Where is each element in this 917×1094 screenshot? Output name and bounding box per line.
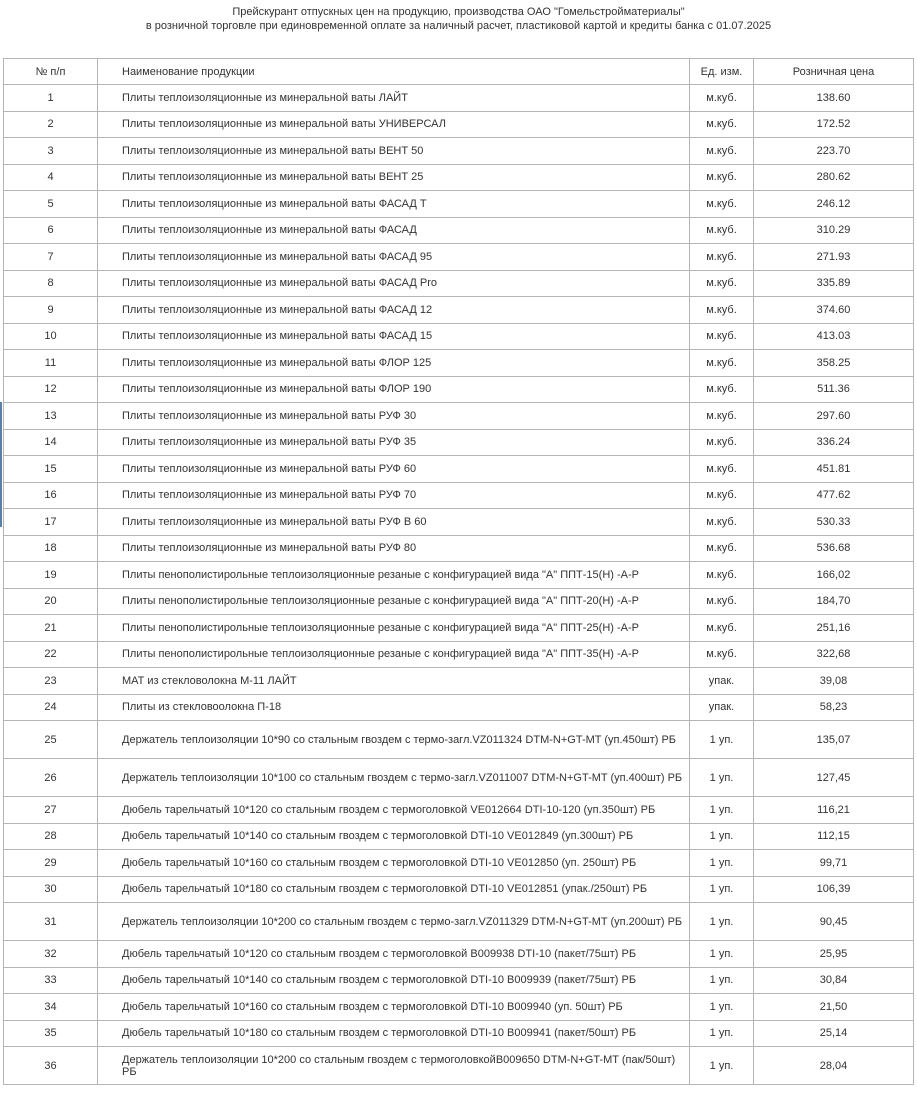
product-name-cell: Держатель теплоизоляции 10*90 со стальным гвоздем с термо-загл.VZ011324 DTM-N+GT-MT (уп.450шт) РБ	[98, 721, 690, 759]
retail-price-cell: 280.62	[754, 164, 914, 191]
retail-price-cell: 90,45	[754, 903, 914, 941]
retail-price-cell: 25,95	[754, 941, 914, 968]
retail-price-cell: 135,07	[754, 721, 914, 759]
retail-price-cell: 271.93	[754, 244, 914, 271]
product-name-cell: Плиты пенополистирольные теплоизоляционные резаные с конфигурацией вида "А" ППТ-25(Н) -А-Р	[98, 615, 690, 642]
unit-cell: 1 уп.	[690, 823, 754, 850]
table-row	[4, 823, 914, 850]
column-header-price: Розничная цена	[754, 59, 914, 85]
retail-price-cell: 116,21	[754, 797, 914, 824]
table-row	[4, 482, 914, 509]
product-name-cell: Плиты теплоизоляционные из минеральной ваты ФАСАД 95	[98, 244, 690, 271]
table-row	[4, 797, 914, 824]
product-name-cell: Плиты теплоизоляционные из минеральной ваты РУФ 80	[98, 535, 690, 562]
retail-price-cell: 336.24	[754, 429, 914, 456]
product-name-cell: Плиты теплоизоляционные из минеральной ваты РУФ 70	[98, 482, 690, 509]
row-number-cell: 27	[4, 797, 98, 824]
unit-cell: м.куб.	[690, 191, 754, 218]
product-name-cell: Плиты теплоизоляционные из минеральной ваты ФЛОР 125	[98, 350, 690, 377]
table-row	[4, 588, 914, 615]
retail-price-cell: 112,15	[754, 823, 914, 850]
table-row	[4, 164, 914, 191]
row-number-cell: 7	[4, 244, 98, 271]
table-row	[4, 876, 914, 903]
retail-price-cell: 58,23	[754, 694, 914, 721]
retail-price-cell: 39,08	[754, 668, 914, 695]
table-row	[4, 111, 914, 138]
retail-price-cell: 25,14	[754, 1020, 914, 1047]
row-number-cell: 13	[4, 403, 98, 430]
unit-cell: м.куб.	[690, 588, 754, 615]
unit-cell: м.куб.	[690, 244, 754, 271]
unit-cell: м.куб.	[690, 138, 754, 165]
retail-price-cell: 138.60	[754, 85, 914, 112]
row-number-cell: 25	[4, 721, 98, 759]
row-number-cell: 8	[4, 270, 98, 297]
unit-cell: м.куб.	[690, 429, 754, 456]
table-row	[4, 903, 914, 941]
table-header-row	[4, 59, 914, 85]
table-row	[4, 456, 914, 483]
table-row	[4, 615, 914, 642]
unit-cell: 1 уп.	[690, 876, 754, 903]
column-header-unit: Ед. изм.	[690, 59, 754, 85]
row-number-cell: 19	[4, 562, 98, 589]
row-number-cell: 15	[4, 456, 98, 483]
table-row	[4, 967, 914, 994]
row-number-cell: 23	[4, 668, 98, 695]
product-name-cell: Плиты теплоизоляционные из минеральной ваты ВЕНТ 50	[98, 138, 690, 165]
retail-price-cell: 166,02	[754, 562, 914, 589]
product-name-cell: Плиты теплоизоляционные из минеральной ваты ФАСАД Pro	[98, 270, 690, 297]
product-name-cell: Плиты теплоизоляционные из минеральной ваты ФАСАД 12	[98, 297, 690, 324]
product-name-cell: Плиты теплоизоляционные из минеральной ваты ФАСАД	[98, 217, 690, 244]
unit-cell: м.куб.	[690, 297, 754, 324]
table-row	[4, 694, 914, 721]
row-number-cell: 5	[4, 191, 98, 218]
document-heading	[0, 5, 917, 33]
retail-price-cell: 30,84	[754, 967, 914, 994]
unit-cell: м.куб.	[690, 456, 754, 483]
product-name-cell: Плиты теплоизоляционные из минеральной ваты ВЕНТ 25	[98, 164, 690, 191]
product-name-cell: Плиты теплоизоляционные из минеральной ваты ФАСАД 15	[98, 323, 690, 350]
unit-cell: м.куб.	[690, 562, 754, 589]
row-number-cell: 10	[4, 323, 98, 350]
product-name-cell: Плиты теплоизоляционные из минеральной ваты РУФ 30	[98, 403, 690, 430]
product-name-cell: Дюбель тарельчатый 10*140 со стальным гвоздем с термоголовкой DTI-10 В009939 (пакет/75шт) РБ	[98, 967, 690, 994]
table-row	[4, 403, 914, 430]
retail-price-cell: 106,39	[754, 876, 914, 903]
retail-price-cell: 322,68	[754, 641, 914, 668]
unit-cell: 1 уп.	[690, 759, 754, 797]
unit-cell: 1 уп.	[690, 967, 754, 994]
unit-cell: м.куб.	[690, 111, 754, 138]
product-name-cell: Дюбель тарельчатый 10*140 со стальным гвоздем с термоголовкой DTI-10 VE012849 (уп.300шт) РБ	[98, 823, 690, 850]
table-row	[4, 509, 914, 536]
retail-price-cell: 530.33	[754, 509, 914, 536]
table-row	[4, 562, 914, 589]
row-number-cell: 14	[4, 429, 98, 456]
unit-cell: 1 уп.	[690, 850, 754, 877]
retail-price-cell: 172.52	[754, 111, 914, 138]
unit-cell: м.куб.	[690, 482, 754, 509]
retail-price-cell: 374.60	[754, 297, 914, 324]
product-name-cell: Дюбель тарельчатый 10*120 со стальным гвоздем с термоголовкой VE012664 DTI-10-120 (уп.350шт) РБ	[98, 797, 690, 824]
unit-cell: 1 уп.	[690, 994, 754, 1021]
row-number-cell: 9	[4, 297, 98, 324]
product-name-cell: Плиты пенополистирольные теплоизоляционные резаные с конфигурацией вида "А" ППТ-15(Н) -А-Р	[98, 562, 690, 589]
table-row	[4, 138, 914, 165]
product-name-cell: Держатель теплоизоляции 10*200 со стальным гвоздем с термоголовкойВ009650 DTM-N+GT-MT (пак/50шт) РБ	[98, 1047, 690, 1085]
table-row	[4, 721, 914, 759]
product-name-cell: Дюбель тарельчатый 10*180 со стальным гвоздем с термоголовкой DTI-10 VE012851 (упак./250шт) РБ	[98, 876, 690, 903]
retail-price-cell: 184,70	[754, 588, 914, 615]
row-number-cell: 16	[4, 482, 98, 509]
product-name-cell: Плиты теплоизоляционные из минеральной ваты ФЛОР 190	[98, 376, 690, 403]
row-number-cell: 3	[4, 138, 98, 165]
table-row	[4, 759, 914, 797]
unit-cell: м.куб.	[690, 535, 754, 562]
unit-cell: упак.	[690, 694, 754, 721]
product-name-cell: Держатель теплоизоляции 10*200 со стальным гвоздем с термо-загл.VZ011329 DTM-N+GT-MT (уп.200шт) РБ	[98, 903, 690, 941]
row-number-cell: 24	[4, 694, 98, 721]
retail-price-cell: 536.68	[754, 535, 914, 562]
retail-price-cell: 477.62	[754, 482, 914, 509]
retail-price-cell: 28,04	[754, 1047, 914, 1085]
selection-edge-marker	[0, 402, 2, 527]
retail-price-cell: 21,50	[754, 994, 914, 1021]
row-number-cell: 32	[4, 941, 98, 968]
unit-cell: 1 уп.	[690, 797, 754, 824]
unit-cell: м.куб.	[690, 350, 754, 377]
table-row	[4, 376, 914, 403]
unit-cell: м.куб.	[690, 509, 754, 536]
unit-cell: м.куб.	[690, 641, 754, 668]
product-name-cell: Дюбель тарельчатый 10*180 со стальным гвоздем с термоголовкой DTI-10 В009941 (пакет/50шт) РБ	[98, 1020, 690, 1047]
table-row	[4, 244, 914, 271]
heading-line-2: в розничной торговле при единовременной оплате за наличный расчет, пластиковой картой и кредиты банка с 01.07.2025	[145, 20, 772, 32]
product-name-cell: Дюбель тарельчатый 10*160 со стальным гвоздем с термоголовкой DTI-10 В009940 (уп. 50шт) РБ	[98, 994, 690, 1021]
retail-price-cell: 223.70	[754, 138, 914, 165]
unit-cell: м.куб.	[690, 376, 754, 403]
unit-cell: 1 уп.	[690, 721, 754, 759]
product-name-cell: Дюбель тарельчатый 10*120 со стальным гвоздем с термоголовкой В009938 DTI-10 (пакет/75шт) РБ	[98, 941, 690, 968]
retail-price-cell: 251,16	[754, 615, 914, 642]
product-name-cell: Плиты из стекловоолокна П-18	[98, 694, 690, 721]
unit-cell: 1 уп.	[690, 903, 754, 941]
row-number-cell: 11	[4, 350, 98, 377]
table-row	[4, 350, 914, 377]
unit-cell: 1 уп.	[690, 1047, 754, 1085]
table-row	[4, 641, 914, 668]
column-header-name: Наименование продукции	[98, 59, 690, 85]
heading-line-1: Прейскурант отпускных цен на продукцию, производства ОАО "Гомельстройматериалы"	[232, 6, 685, 18]
retail-price-cell: 335.89	[754, 270, 914, 297]
row-number-cell: 12	[4, 376, 98, 403]
table-row	[4, 217, 914, 244]
row-number-cell: 4	[4, 164, 98, 191]
table-row	[4, 668, 914, 695]
row-number-cell: 20	[4, 588, 98, 615]
row-number-cell: 21	[4, 615, 98, 642]
unit-cell: 1 уп.	[690, 941, 754, 968]
unit-cell: м.куб.	[690, 403, 754, 430]
product-name-cell: Держатель теплоизоляции 10*100 со стальным гвоздем с термо-загл.VZ011007 DTM-N+GT-MT (уп.400шт) РБ	[98, 759, 690, 797]
row-number-cell: 2	[4, 111, 98, 138]
row-number-cell: 35	[4, 1020, 98, 1047]
unit-cell: м.куб.	[690, 615, 754, 642]
product-name-cell: Дюбель тарельчатый 10*160 со стальным гвоздем с термоголовкой DTI-10 VE012850 (уп. 250шт) РБ	[98, 850, 690, 877]
table-row	[4, 850, 914, 877]
retail-price-cell: 451.81	[754, 456, 914, 483]
retail-price-cell: 99,71	[754, 850, 914, 877]
table-row	[4, 1047, 914, 1085]
row-number-cell: 29	[4, 850, 98, 877]
retail-price-cell: 127,45	[754, 759, 914, 797]
table-row	[4, 297, 914, 324]
row-number-cell: 36	[4, 1047, 98, 1085]
row-number-cell: 26	[4, 759, 98, 797]
price-list-table	[3, 58, 914, 1085]
product-name-cell: Плиты теплоизоляционные из минеральной ваты РУФ 35	[98, 429, 690, 456]
unit-cell: м.куб.	[690, 323, 754, 350]
row-number-cell: 6	[4, 217, 98, 244]
column-header-number: № п/п	[4, 59, 98, 85]
product-name-cell: Плиты теплоизоляционные из минеральной ваты ЛАЙТ	[98, 85, 690, 112]
unit-cell: м.куб.	[690, 164, 754, 191]
product-name-cell: Плиты теплоизоляционные из минеральной ваты УНИВЕРСАЛ	[98, 111, 690, 138]
row-number-cell: 31	[4, 903, 98, 941]
row-number-cell: 17	[4, 509, 98, 536]
retail-price-cell: 310.29	[754, 217, 914, 244]
unit-cell: упак.	[690, 668, 754, 695]
product-name-cell: Плиты теплоизоляционные из минеральной ваты РУФ В 60	[98, 509, 690, 536]
table-row	[4, 323, 914, 350]
unit-cell: м.куб.	[690, 217, 754, 244]
retail-price-cell: 413.03	[754, 323, 914, 350]
table-row	[4, 535, 914, 562]
table-row	[4, 941, 914, 968]
table-row	[4, 1020, 914, 1047]
table-row	[4, 994, 914, 1021]
row-number-cell: 30	[4, 876, 98, 903]
row-number-cell: 18	[4, 535, 98, 562]
retail-price-cell: 511.36	[754, 376, 914, 403]
table-row	[4, 429, 914, 456]
table-row	[4, 85, 914, 112]
row-number-cell: 33	[4, 967, 98, 994]
table-row	[4, 270, 914, 297]
retail-price-cell: 297.60	[754, 403, 914, 430]
row-number-cell: 28	[4, 823, 98, 850]
unit-cell: м.куб.	[690, 270, 754, 297]
retail-price-cell: 358.25	[754, 350, 914, 377]
table-row	[4, 191, 914, 218]
product-name-cell: Плиты пенополистирольные теплоизоляционные резаные с конфигурацией вида "А" ППТ-35(Н) -А-Р	[98, 641, 690, 668]
row-number-cell: 1	[4, 85, 98, 112]
unit-cell: 1 уп.	[690, 1020, 754, 1047]
product-name-cell: Плиты теплоизоляционные из минеральной ваты ФАСАД Т	[98, 191, 690, 218]
row-number-cell: 34	[4, 994, 98, 1021]
unit-cell: м.куб.	[690, 85, 754, 112]
product-name-cell: МАТ из стекловолокна М-11 ЛАЙТ	[98, 668, 690, 695]
row-number-cell: 22	[4, 641, 98, 668]
product-name-cell: Плиты пенополистирольные теплоизоляционные резаные с конфигурацией вида "А" ППТ-20(Н) -А-Р	[98, 588, 690, 615]
product-name-cell: Плиты теплоизоляционные из минеральной ваты РУФ 60	[98, 456, 690, 483]
retail-price-cell: 246.12	[754, 191, 914, 218]
